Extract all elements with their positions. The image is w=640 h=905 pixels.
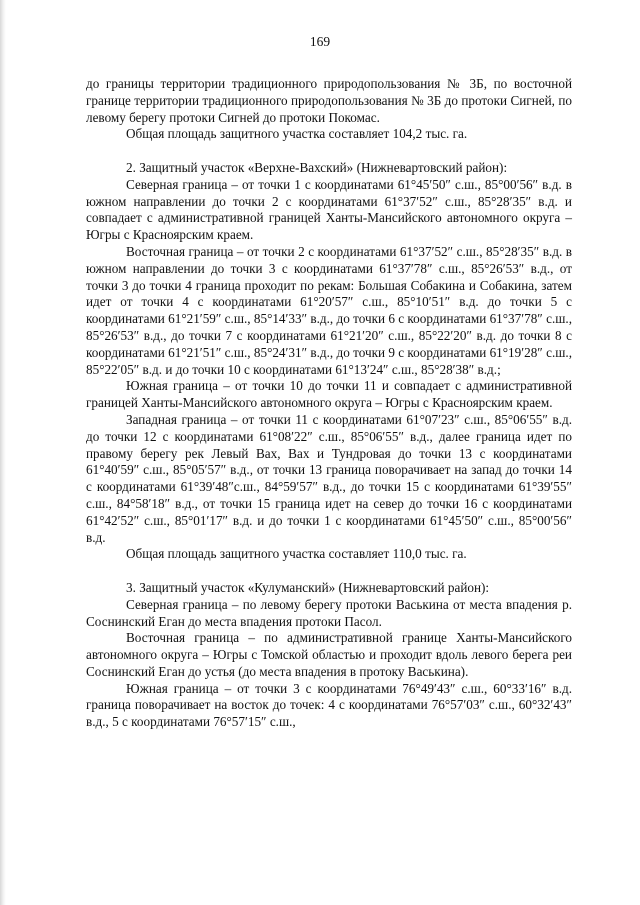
section-heading: 3. Защитный участок «Кулуманский» (Нижневартовский район): (126, 579, 490, 595)
paragraph: Северная граница – от точки 1 с координатами 61°45′50″ с.ш., 85°00′56″ в.д. в южном направлении до точки 2 с координатами 61°37′52″ с.ш., 85°28′35″ в.д. и совпадает с административной границей Ханты-Мансийского автономного округа – Югры с Красноярским краем. (86, 176, 572, 243)
paragraph: Восточная граница – от точки 2 с координатами 61°37′52″ с.ш., 85°28′35″ в.д. в южном направлении до точки 3 с координатами 61°37′78″ с.ш., 85°26′53″ в.д., от точки 3 до точки 4 граница проходит по рекам: Большая Собакина и Собакина, затем идет от точки 4 с координатами 61°20′57″ с.ш., 85°10′51″ в.д. до точки 5 с координатами 61°21′59″ с.ш., 85°14′33″ в.д., до точки 6 с координатами 61°37′78″ с.ш., 85°26′53″ в.д., до точки 7 с координатами 61°21′20″ с.ш., 85°22′20″ в.д. до точки 8 с координатами 61°21′51″ с.ш., 85°24′31″ в.д., до точки 9 с координатами 61°19′28″ с.ш., 85°22′05″ в.д. и до точки 10 с координатами 61°13′24″ с.ш., 85°28′38″ в.д.; (86, 243, 572, 377)
paragraph: Западная граница – от точки 11 с координатами 61°07′23″ с.ш., 85°06′55″ в.д. до точки 12 с координатами 61°08′22″ с.ш., 85°06′55″ в.д., далее граница идет по правому берегу рек Левый Вах, Вах и Тундровая до точки 13 с координатами 61°40′59″ с.ш., 85°05′57″ в.д., от точки 13 граница поворачивает на запад до точки 14 с координатами 61°39′48″с.ш., 84°59′57″ в.д., до точки 15 с координатами 61°39′55″ с.ш., 84°58′18″ в.д., от точки 15 граница идет на север до точки 16 с координатами 61°42′52″ с.ш., 85°01′17″ в.д. и до точки 1 с координатами 61°45′50″ с.ш., 85°00′56″ в.д. (86, 411, 572, 545)
paragraph: Северная граница – по левому берегу протоки Васькина от места впадения р. Соснинский Еган до места впадения протоки Пасол. (86, 596, 572, 629)
paragraph: до границы территории традиционного природопользования № 3Б, по восточной границе территории традиционного природопользования № 3Б до протоки Сигней, по левому берегу протоки Сигней до протоки Покомас. (86, 76, 572, 125)
paragraph: Восточная граница – по административной границе Ханты-Мансийского автономного округа – Югры с Томской областью и проходит вдоль левого берега реи Соснинский Еган до устья (до места впадения в протоку Васькина). (86, 630, 572, 679)
scan-edge-shadow (0, 0, 6, 905)
section-heading: 2. Защитный участок «Верхне-Вахский» (Нижневартовский район): (126, 159, 508, 175)
paragraph: Общая площадь защитного участка составляет 110,0 тыс. га. (126, 546, 467, 562)
paragraph: Южная граница – от точки 10 до точки 11 и совпадает с административной границей Ханты-Мансийского автономного округа – Югры с Красноярским краем. (86, 378, 572, 411)
paragraph: Южная граница – от точки 3 с координатами 76°49′43″ с.ш., 60°33′16″ в.д. граница поворачивает на восток до точек: 4 с координатами 76°57′03″ с.ш., 60°32′43″ в.д., 5 с координатами 76°57′15″ с.ш., (86, 680, 572, 730)
document-body (86, 76, 572, 731)
paragraph: Общая площадь защитного участка составляет 104,2 тыс. га. (126, 126, 468, 142)
page-number: 169 (309, 34, 331, 49)
